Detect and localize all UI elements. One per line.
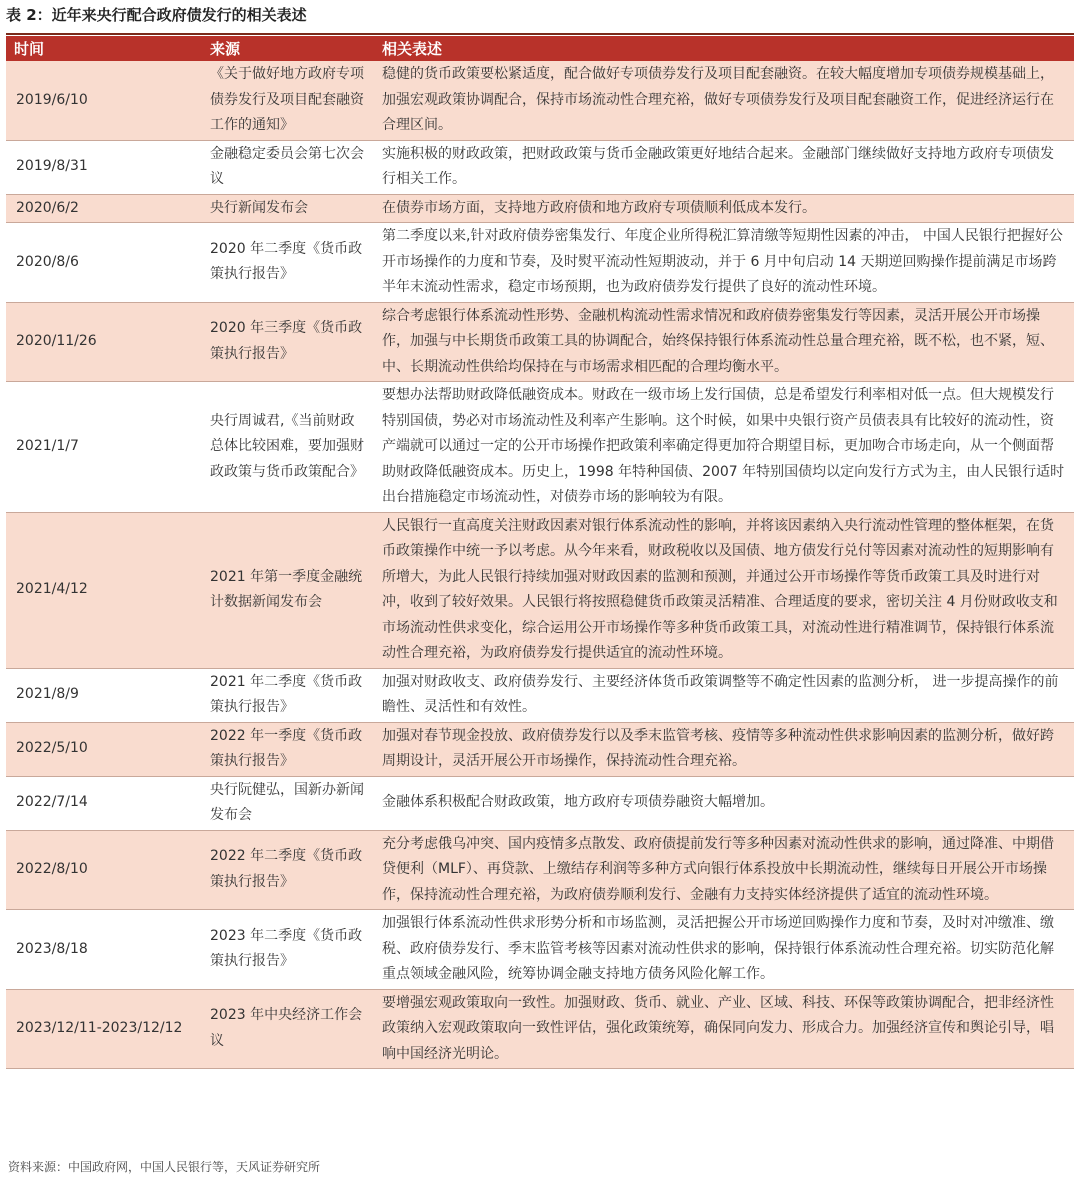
table-row: [6, 910, 1074, 990]
row-source: 2021 年二季度《货币政策执行报告》: [202, 668, 374, 722]
row-description: 要想办法帮助财政降低融资成本。财政在一级市场上发行国债，总是希望发行利率相对低一点。但大规模发行特别国债，势必对市场流动性及利率产生影响。这个时候，如果中央银行资产员债表具有比较好的流动性，资产端就可以通过一定的公开市场操作把政策利率确定得更加符合期望目标，更加吻合市场走向，从一个侧面帮助财政降低融资成本。历史上，1998 年特种国债、2007 年特别国债均以定向发行方式为主，由人民银行适时出台措施稳定市场流动性，对债券市场的影响较为有限。: [374, 382, 1074, 513]
table-row: [6, 223, 1074, 303]
table-row: [6, 722, 1074, 776]
row-date: 2019/6/10: [6, 61, 202, 140]
table-row: [6, 140, 1074, 194]
row-description: 加强对财政收支、政府债券发行、主要经济体货币政策调整等不确定性因素的监测分析， 进一步提高操作的前瞻性、灵活性和有效性。: [374, 668, 1074, 722]
row-description: 实施积极的财政政策，把财政政策与货币金融政策更好地结合起来。金融部门继续做好支持地方政府专项债发行相关工作。: [374, 140, 1074, 194]
table-row: [6, 302, 1074, 382]
row-description: 加强银行体系流动性供求形势分析和市场监测，灵活把握公开市场逆回购操作力度和节奏，及时对冲缴准、缴税、政府债券发行、季末监管考核等因素对流动性供求的影响，保持银行体系流动性合理充裕。切实防范化解重点领域金融风险，统筹协调金融支持地方债务风险化解工作。: [374, 910, 1074, 990]
header-date: 时间: [6, 36, 202, 61]
table-row: [6, 512, 1074, 668]
row-date: 2020/8/6: [6, 223, 202, 303]
row-date: 2019/8/31: [6, 140, 202, 194]
header-source: 来源: [202, 36, 374, 61]
table-title: 表 2：近年来央行配合政府债发行的相关表述: [6, 6, 307, 24]
row-description: 稳健的货币政策要松紧适度，配合做好专项债券发行及项目配套融资。在较大幅度增加专项债券规模基础上，加强宏观政策协调配合，保持市场流动性合理充裕，做好专项债券发行及项目配套融资工作，促进经济运行在合理区间。: [374, 61, 1074, 140]
table-row: [6, 830, 1074, 910]
data-table: [6, 36, 1074, 1069]
row-date: 2021/4/12: [6, 512, 202, 668]
title-rule: [6, 33, 1074, 35]
table-header-row: [6, 36, 1074, 61]
table-row: [6, 194, 1074, 223]
row-description: 第二季度以来,针对政府债券密集发行、年度企业所得税汇算清缴等短期性因素的冲击， 中国人民银行把握好公开市场操作的力度和节奏，及时熨平流动性短期波动，并于 6 月中旬启动 14 天期逆回购操作提前满足市场跨半年末流动性需求，稳定市场预期，也为政府债券发行提供了良好的流动性环境。: [374, 223, 1074, 303]
source-footnote: 资料来源：中国政府网，中国人民银行等，天风证券研究所: [8, 1160, 321, 1174]
row-source: 2022 年二季度《货币政策执行报告》: [202, 830, 374, 910]
row-description: 要增强宏观政策取向一致性。加强财政、货币、就业、产业、区域、科技、环保等政策协调配合，把非经济性政策纳入宏观政策取向一致性评估，强化政策统筹，确保同向发力、形成合力。加强经济宣传和舆论引导，唱响中国经济光明论。: [374, 989, 1074, 1069]
table-row: [6, 776, 1074, 830]
row-date: 2023/8/18: [6, 910, 202, 990]
row-date: 2021/1/7: [6, 382, 202, 513]
row-date: 2022/8/10: [6, 830, 202, 910]
table-row: [6, 989, 1074, 1069]
row-description: 人民银行一直高度关注财政因素对银行体系流动性的影响，并将该因素纳入央行流动性管理的整体框架，在货币政策操作中统一予以考虑。从今年来看，财政税收以及国债、地方债发行兑付等因素对流动性的短期影响有所增大，为此人民银行持续加强对财政因素的监测和预测，并通过公开市场操作等货币政策工具及时进行对冲，收到了较好效果。人民银行将按照稳健货币政策灵活精准、合理适度的要求，密切关注 4 月份财政收支和市场流动性供求变化，综合运用公开市场操作等多种货币政策工具，对流动性进行精准调节，保持银行体系流动性合理充裕，为政府债券发行提供适宜的流动性环境。: [374, 512, 1074, 668]
row-description: 在债券市场方面，支持地方政府债和地方政府专项债顺利低成本发行。: [374, 194, 1074, 223]
row-description: 综合考虑银行体系流动性形势、金融机构流动性需求情况和政府债券密集发行等因素，灵活开展公开市场操作，加强与中长期货币政策工具的协调配合，始终保持银行体系流动性总量合理充裕，既不松，也不紧，短、中、长期流动性供给均保持在与市场需求相匹配的合理均衡水平。: [374, 302, 1074, 382]
header-description: 相关表述: [374, 36, 1074, 61]
row-source: 央行阮健弘，国新办新闻发布会: [202, 776, 374, 830]
table-row: [6, 668, 1074, 722]
row-source: 2023 年二季度《货币政策执行报告》: [202, 910, 374, 990]
row-date: 2020/11/26: [6, 302, 202, 382]
row-source: 2022 年一季度《货币政策执行报告》: [202, 722, 374, 776]
row-date: 2022/7/14: [6, 776, 202, 830]
row-source: 2023 年中央经济工作会议: [202, 989, 374, 1069]
table-row: [6, 61, 1074, 140]
row-source: 央行周诚君,《当前财政总体比较困难，要加强财政政策与货币政策配合》: [202, 382, 374, 513]
row-date: 2023/12/11-2023/12/12: [6, 989, 202, 1069]
row-description: 充分考虑俄乌冲突、国内疫情多点散发、政府债提前发行等多种因素对流动性供求的影响，通过降准、中期借贷便利（MLF）、再贷款、上缴结存利润等多种方式向银行体系投放中长期流动性，继续每日开展公开市场操作，保持流动性合理充裕，为政府债券顺利发行、金融有力支持实体经济提供了适宜的流动性环境。: [374, 830, 1074, 910]
row-date: 2020/6/2: [6, 194, 202, 223]
row-source: 2021 年第一季度金融统计数据新闻发布会: [202, 512, 374, 668]
row-source: 《关于做好地方政府专项债券发行及项目配套融资工作的通知》: [202, 61, 374, 140]
row-source: 2020 年二季度《货币政策执行报告》: [202, 223, 374, 303]
row-source: 央行新闻发布会: [202, 194, 374, 223]
table-row: [6, 382, 1074, 513]
row-source: 金融稳定委员会第七次会议: [202, 140, 374, 194]
row-date: 2022/5/10: [6, 722, 202, 776]
row-source: 2020 年三季度《货币政策执行报告》: [202, 302, 374, 382]
row-description: 金融体系积极配合财政政策，地方政府专项债券融资大幅增加。: [374, 776, 1074, 830]
row-description: 加强对春节现金投放、政府债券发行以及季末监管考核、疫情等多种流动性供求影响因素的监测分析，做好跨周期设计，灵活开展公开市场操作，保持流动性合理充裕。: [374, 722, 1074, 776]
row-date: 2021/8/9: [6, 668, 202, 722]
